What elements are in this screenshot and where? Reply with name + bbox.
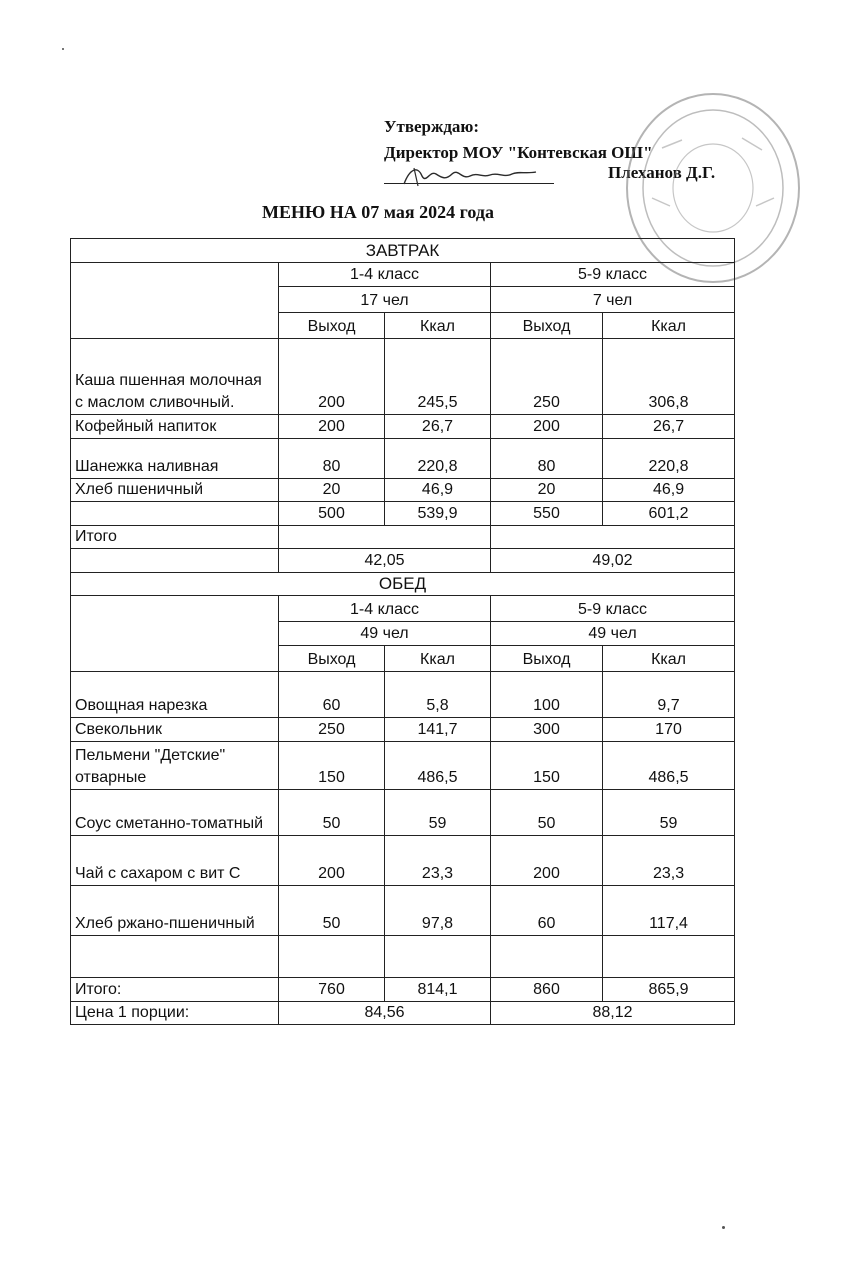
- portion-value: [279, 936, 385, 978]
- table-row: [71, 936, 735, 978]
- group-label: 5-9 класс: [491, 596, 735, 622]
- table-row: [71, 415, 735, 439]
- kcal-value: 220,8: [385, 439, 491, 479]
- portion-value: 250: [491, 339, 603, 415]
- kcal-value: 26,7: [603, 415, 735, 439]
- price-label: Цена 1 порции:: [71, 1002, 279, 1025]
- table-row: [71, 886, 735, 936]
- kcal-value: 9,7: [603, 672, 735, 718]
- dish-name: Свекольник: [71, 718, 279, 742]
- dish-name: [71, 936, 279, 978]
- kcal-value: 46,9: [603, 479, 735, 502]
- dish-name: Хлеб пшеничный: [71, 479, 279, 502]
- empty-cell: [71, 549, 279, 573]
- kcal-value: 117,4: [603, 886, 735, 936]
- dish-name: Соус сметанно-томатный: [71, 790, 279, 836]
- approval-block: [384, 114, 653, 166]
- portion-value: 80: [491, 439, 603, 479]
- kcal-value: 23,3: [385, 836, 491, 886]
- empty-cell: [71, 596, 279, 672]
- portion-value: 50: [491, 790, 603, 836]
- kcal-value: [603, 936, 735, 978]
- dish-name: [71, 502, 279, 526]
- portion-total: 500: [279, 502, 385, 526]
- portion-value: 200: [279, 339, 385, 415]
- portion-value: [491, 936, 603, 978]
- kcal-value: 170: [603, 718, 735, 742]
- empty-cell: [491, 526, 735, 549]
- price-value: 49,02: [491, 549, 735, 573]
- portion-value: 20: [279, 479, 385, 502]
- price-value: 88,12: [491, 1002, 735, 1025]
- approve-label: Утверждаю:: [384, 117, 480, 136]
- lunch-total-row: [71, 978, 735, 1002]
- kcal-total: 601,2: [603, 502, 735, 526]
- dish-name: Шанежка наливная: [71, 439, 279, 479]
- dish-name: Овощная нарезка: [71, 672, 279, 718]
- dish-name: Чай с сахаром с вит С: [71, 836, 279, 886]
- table-row: [71, 479, 735, 502]
- people-count: 49 чел: [279, 622, 491, 646]
- kcal-value: 59: [603, 790, 735, 836]
- lunch-price-row: [71, 1002, 735, 1025]
- portion-value: 250: [279, 718, 385, 742]
- director-name: Плеханов Д.Г.: [608, 163, 716, 182]
- breakfast-total-row: [71, 526, 735, 549]
- kcal-value: 23,3: [603, 836, 735, 886]
- kcal-value: 220,8: [603, 439, 735, 479]
- menu-table: [70, 238, 735, 1025]
- kcal-value: 5,8: [385, 672, 491, 718]
- kcal-value: 59: [385, 790, 491, 836]
- column-header: Ккал: [603, 646, 735, 672]
- kcal-value: 141,7: [385, 718, 491, 742]
- kcal-value: 26,7: [385, 415, 491, 439]
- price-value: 84,56: [279, 1002, 491, 1025]
- kcal-value: [385, 936, 491, 978]
- price-value: 42,05: [279, 549, 491, 573]
- total-label: Итого:: [71, 978, 279, 1002]
- portion-total: 860: [491, 978, 603, 1002]
- group-label: 5-9 класс: [491, 263, 735, 287]
- table-row: [71, 742, 735, 790]
- breakfast-price-row: [71, 549, 735, 573]
- breakfast-section-title: ЗАВТРАК: [71, 239, 735, 263]
- column-header: Выход: [279, 646, 385, 672]
- handwritten-signature: [400, 162, 540, 190]
- scan-speck: [722, 1226, 725, 1229]
- portion-value: 50: [279, 790, 385, 836]
- breakfast-groups-row: [71, 263, 735, 287]
- table-row: [71, 790, 735, 836]
- portion-value: 150: [279, 742, 385, 790]
- portion-value: 60: [491, 886, 603, 936]
- group-label: 1-4 класс: [279, 596, 491, 622]
- kcal-value: 486,5: [603, 742, 735, 790]
- dish-name: Каша пшенная молочная с маслом сливочный.: [71, 339, 279, 415]
- dish-name: Кофейный напиток: [71, 415, 279, 439]
- portion-value: 150: [491, 742, 603, 790]
- kcal-value: 245,5: [385, 339, 491, 415]
- portion-value: 300: [491, 718, 603, 742]
- page-title: МЕНЮ НА 07 мая 2024 года: [262, 202, 494, 222]
- director-line: Директор МОУ "Контевская ОШ": [384, 143, 653, 162]
- portion-value: 80: [279, 439, 385, 479]
- column-header: Выход: [279, 313, 385, 339]
- kcal-value: 97,8: [385, 886, 491, 936]
- portion-value: 20: [491, 479, 603, 502]
- breakfast-header-row: [71, 239, 735, 263]
- dish-name: Пельмени "Детские" отварные: [71, 742, 279, 790]
- total-label: Итого: [71, 526, 279, 549]
- column-header: Ккал: [385, 313, 491, 339]
- lunch-groups-row: [71, 596, 735, 622]
- breakfast-sum-row: [71, 502, 735, 526]
- kcal-value: 486,5: [385, 742, 491, 790]
- kcal-total: 865,9: [603, 978, 735, 1002]
- portion-value: 50: [279, 886, 385, 936]
- kcal-total: 539,9: [385, 502, 491, 526]
- column-header: Выход: [491, 313, 603, 339]
- people-count: 49 чел: [491, 622, 735, 646]
- portion-value: 200: [279, 836, 385, 886]
- table-row: [71, 718, 735, 742]
- column-header: Выход: [491, 646, 603, 672]
- table-row: [71, 672, 735, 718]
- table-row: [71, 836, 735, 886]
- lunch-header-row: [71, 573, 735, 596]
- portion-total: 760: [279, 978, 385, 1002]
- portion-value: 60: [279, 672, 385, 718]
- portion-value: 200: [491, 415, 603, 439]
- kcal-value: 46,9: [385, 479, 491, 502]
- lunch-section-title: ОБЕД: [71, 573, 735, 596]
- portion-total: 550: [491, 502, 603, 526]
- table-row: [71, 339, 735, 415]
- empty-cell: [71, 263, 279, 339]
- table-row: [71, 439, 735, 479]
- column-header: Ккал: [385, 646, 491, 672]
- group-label: 1-4 класс: [279, 263, 491, 287]
- people-count: 17 чел: [279, 287, 491, 313]
- portion-value: 100: [491, 672, 603, 718]
- kcal-total: 814,1: [385, 978, 491, 1002]
- column-header: Ккал: [603, 313, 735, 339]
- empty-cell: [279, 526, 491, 549]
- scan-speck: [62, 48, 64, 50]
- portion-value: 200: [279, 415, 385, 439]
- kcal-value: 306,8: [603, 339, 735, 415]
- portion-value: 200: [491, 836, 603, 886]
- people-count: 7 чел: [491, 287, 735, 313]
- dish-name: Хлеб ржано-пшеничный: [71, 886, 279, 936]
